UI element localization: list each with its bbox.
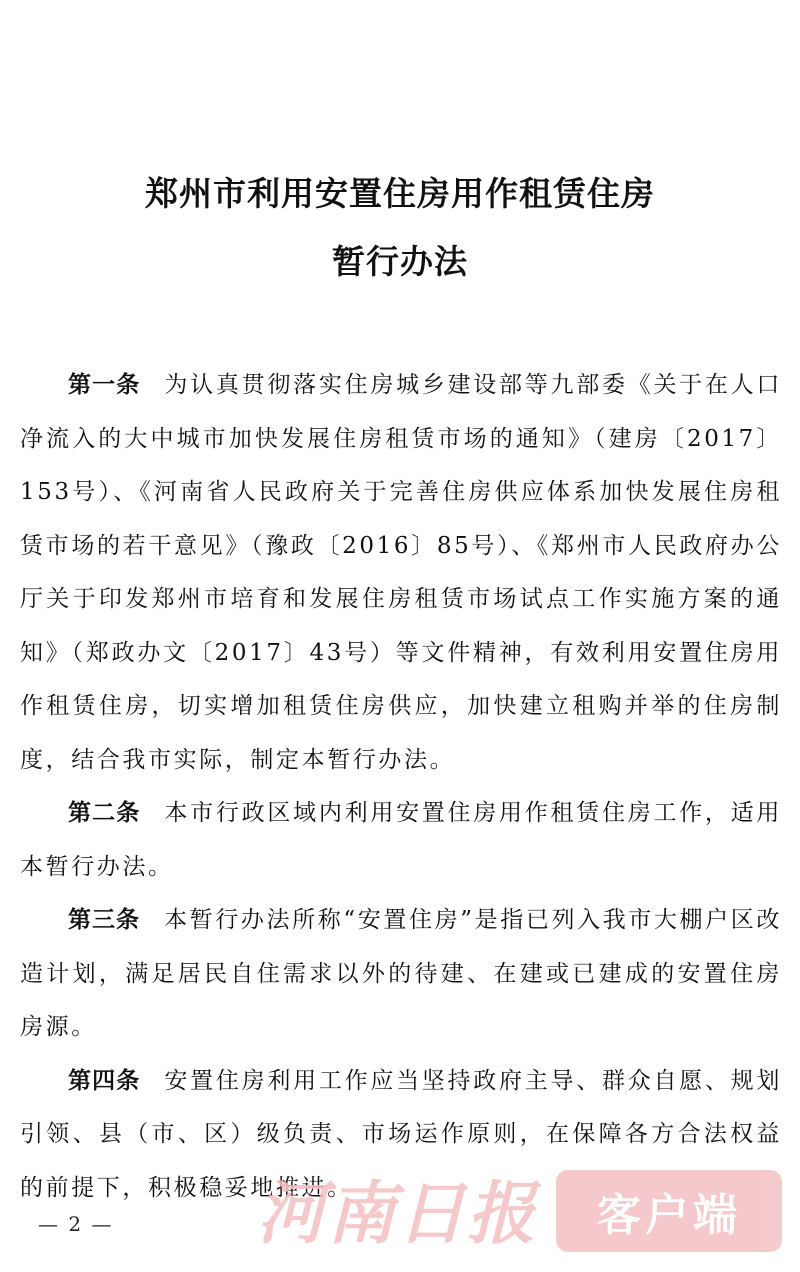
article-3-text: 本暂行办法所称“安置住房”是指已列入我市大棚户区改造计划，满足居民自住需求以外的待建、在建或已建成的安置住房房源。 [20, 907, 782, 1040]
article-4-heading: 第四条 [68, 1067, 141, 1094]
article-2-text: 本市行政区域内利用安置住房用作租赁住房工作，适用本暂行办法。 [20, 800, 783, 880]
article-1 [20, 359, 782, 787]
document-title-line2: 暂行办法 [332, 242, 468, 281]
article-4-text: 安置住房利用工作应当坚持政府主导、群众自愿、规划引领、县（市、区）级负责、市场运作原则，在保障各方合法权益的前提下，积极稳妥地推进。 [20, 1067, 783, 1201]
article-3 [20, 894, 782, 1055]
page-number: — 2 — [38, 1212, 114, 1236]
watermark-logo-henan-daily: 河南日报 [256, 1173, 537, 1254]
document-title-line1: 郑州市利用安置住房用作租赁住房 [145, 174, 655, 213]
article-2-heading: 第二条 [68, 800, 141, 826]
watermark-client-badge: 客户端 [556, 1170, 782, 1252]
article-1-text: 为认真贯彻落实住房城乡建设部等九部委《关于在人口净流入的大中城市加快发展住房租赁市场的通知》（建房〔2017〕153号）、《河南省人民政府关于完善住房供应体系加快发展住房租赁市场的若干意见》（豫政〔2016〕85号）、《郑州市人民政府办公厅关于印发郑州市培育和发展住房租赁市场试点工作实施方案的通知》（郑政办文〔2017〕43号）等文件精神，有效利用安置住房用作租赁住房，切实增加租赁住房供应，加快建立租购并举的住房制度，结合我市实际，制定本暂行办法。 [20, 372, 783, 773]
article-1-heading: 第一条 [68, 372, 141, 398]
article-3-heading: 第三条 [68, 907, 141, 933]
article-2 [20, 787, 782, 894]
document-body [20, 359, 782, 1215]
